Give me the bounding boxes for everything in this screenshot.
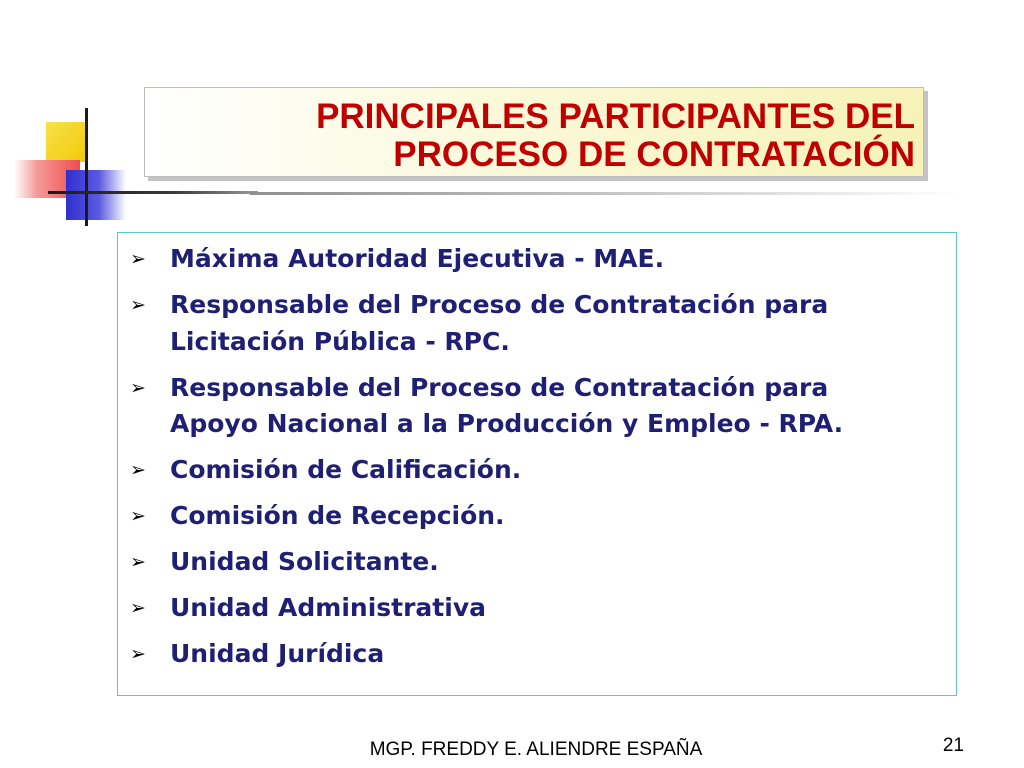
list-item bbox=[118, 452, 956, 489]
arrow-bullet-icon: ➢ bbox=[130, 597, 146, 619]
arrow-bullet-icon: ➢ bbox=[130, 294, 146, 316]
logo-horizontal-line bbox=[48, 191, 258, 194]
arrow-bullet-icon: ➢ bbox=[130, 248, 146, 270]
page-title bbox=[316, 98, 915, 174]
footer-author: MGP. FREDDY E. ALIENDRE ESPAÑA bbox=[369, 739, 703, 760]
title-line-2: PROCESO DE CONTRATACIÓN bbox=[393, 135, 915, 174]
list-item-text: Unidad Solicitante. bbox=[170, 547, 439, 576]
list-item bbox=[118, 287, 956, 360]
title-underline-divider bbox=[250, 192, 960, 195]
list-item-text: Comisión de Calificación. bbox=[170, 455, 522, 484]
list-item-text: Licitación Pública - RPC. bbox=[170, 326, 510, 356]
list-item bbox=[118, 498, 956, 535]
list-item bbox=[118, 370, 956, 443]
arrow-bullet-icon: ➢ bbox=[130, 643, 146, 665]
list-item-text: Apoyo Nacional a la Producción y Empleo - RPA. bbox=[170, 409, 844, 438]
arrow-bullet-icon: ➢ bbox=[130, 505, 146, 527]
bullet-list bbox=[118, 233, 956, 673]
page-number: 21 bbox=[942, 735, 964, 756]
title-line-1: PRINCIPALES PARTICIPANTES DEL bbox=[316, 97, 915, 136]
list-item-text: Comisión de Recepción. bbox=[170, 501, 505, 530]
list-item-text: Unidad Jurídica bbox=[170, 639, 385, 668]
list-item-text: Unidad Administrativa bbox=[170, 593, 486, 622]
logo-yellow-square bbox=[46, 122, 86, 162]
list-item bbox=[118, 544, 956, 581]
list-item bbox=[118, 590, 956, 627]
content-box bbox=[117, 232, 957, 696]
logo-blue-square bbox=[66, 170, 126, 220]
title-box bbox=[144, 87, 924, 177]
list-item-text: Máxima Autoridad Ejecutiva - MAE. bbox=[170, 244, 665, 273]
list-item-text: Responsable del Proceso de Contratación para bbox=[170, 290, 829, 319]
list-item bbox=[118, 241, 956, 278]
arrow-bullet-icon: ➢ bbox=[130, 551, 146, 573]
arrow-bullet-icon: ➢ bbox=[130, 376, 146, 399]
logo-vertical-line bbox=[85, 108, 88, 226]
arrow-bullet-icon: ➢ bbox=[130, 459, 146, 481]
list-item-text: Responsable del Proceso de Contratación para bbox=[170, 372, 829, 402]
list-item bbox=[118, 636, 956, 673]
